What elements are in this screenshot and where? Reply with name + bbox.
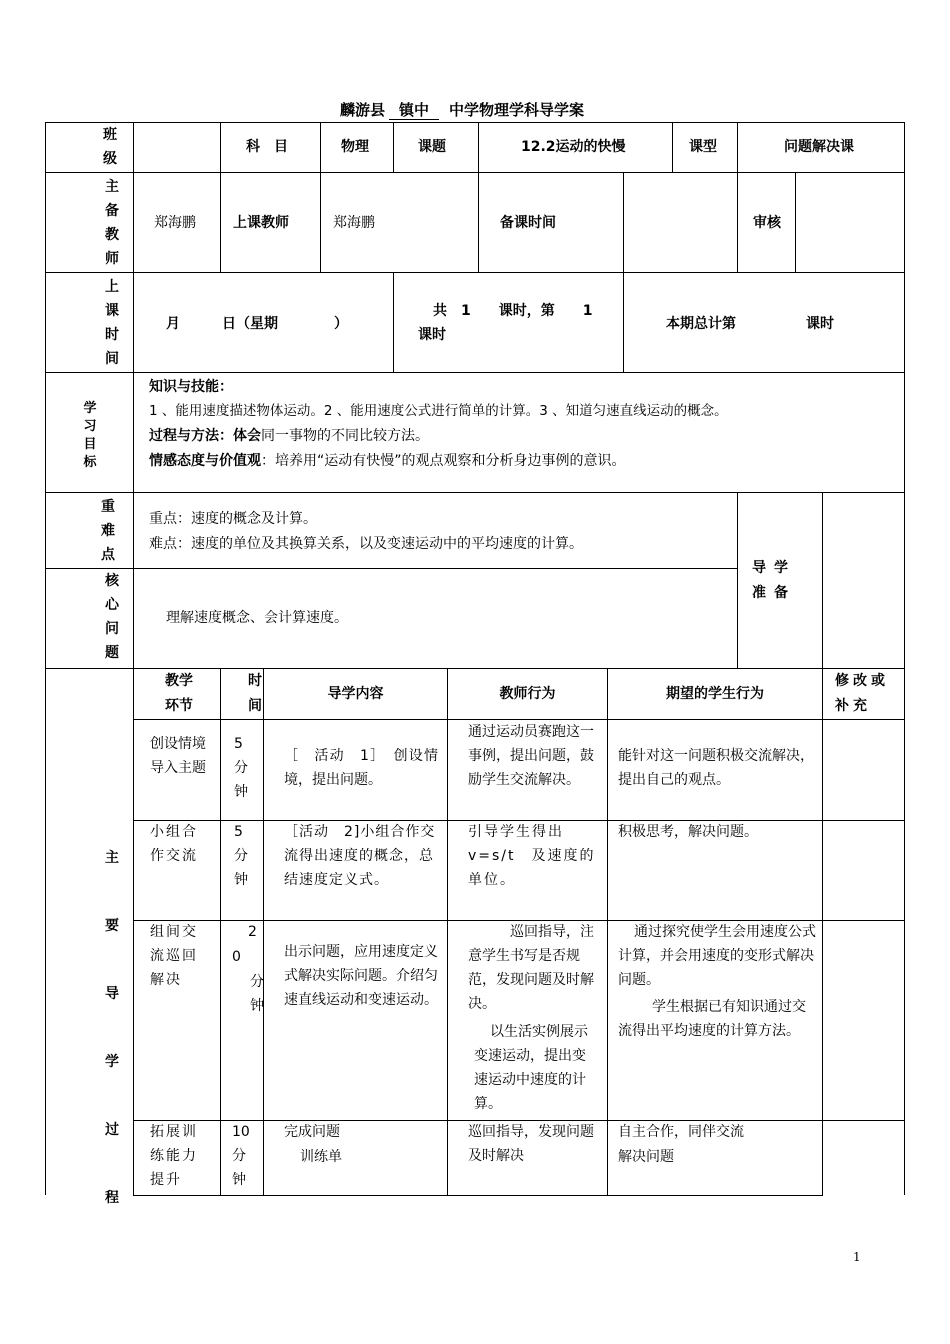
process-row-3-student-2: 学生根据已有知识通过交流得出平均速度的计算方法。 bbox=[618, 999, 806, 1039]
core-text: 理解速度概念、会计算速度。 bbox=[166, 610, 348, 626]
col-stage-header: 教学环节 bbox=[165, 673, 193, 714]
keypoints-label: 重难点 bbox=[101, 499, 115, 563]
goals-label: 学习目标 bbox=[83, 401, 97, 470]
process-row-3-teacher-2: 以生活实例展示变速运动，提出变速运动中速度的计算。 bbox=[474, 1024, 588, 1112]
title-town: 镇中 bbox=[389, 101, 439, 120]
type-label: 课型 bbox=[689, 139, 717, 155]
process-row-4-content-2: 训练单 bbox=[300, 1149, 342, 1165]
process-row-4-student-2: 解决问题 bbox=[618, 1149, 674, 1165]
title-county: 麟游县 bbox=[340, 101, 386, 119]
goals-knowledge-label: 知识与技能： bbox=[149, 379, 233, 395]
page-title bbox=[340, 98, 584, 122]
process-row-3-teacher-1: 巡回指导，注意学生书写是否规范，发现问题及时解决。 bbox=[468, 924, 594, 1012]
core-label: 核心问题 bbox=[105, 573, 119, 661]
col-time-header: 时间 bbox=[248, 673, 262, 714]
schedule-date: 月 日（星期 ） bbox=[166, 316, 348, 332]
schedule-label: 上课时间 bbox=[105, 279, 119, 367]
goals-emotion: 情感态度与价值观：培养用“运动有快慢”的观点观察和分析身边事例的意识。 bbox=[149, 453, 626, 469]
page-number: 1 bbox=[853, 1250, 861, 1264]
title-rest: 中学物理学科导学案 bbox=[449, 101, 585, 119]
review-label: 审核 bbox=[753, 215, 781, 231]
goals-knowledge-text: 1 、能用速度描述物体运动。2 、能用速度公式进行简单的计算。3 、知道匀速直线运动的概念。 bbox=[149, 403, 728, 419]
goals-process: 过程与方法：体会同一事物的不同比较方法。 bbox=[149, 428, 429, 444]
process-row-4-stage: 拓展训练能力提升 bbox=[150, 1124, 198, 1188]
lead-teacher-label: 主备教师 bbox=[105, 179, 119, 267]
teacher-value: 郑海鹏 bbox=[333, 215, 375, 231]
keypoints-focus: 重点：速度的概念及计算。 bbox=[149, 511, 317, 527]
process-row-1-student: 能针对这一问题积极交流解决，提出自己的观点。 bbox=[618, 748, 814, 788]
topic-value: 12.2运动的快慢 bbox=[521, 139, 626, 155]
col-teacher-header: 教师行为 bbox=[499, 686, 556, 702]
type-value: 问题解决课 bbox=[784, 139, 854, 155]
process-row-3-content: 出示问题，应用速度定义式解决实际问题。介绍匀速直线运动和变速运动。 bbox=[284, 944, 438, 1008]
prep-materials-label: 导学准备 bbox=[752, 560, 796, 601]
schedule-total: 本期总计第 课时 bbox=[666, 316, 834, 332]
process-row-1-time: 5分钟 bbox=[234, 736, 248, 800]
process-row-1-stage: 创设情境导入主题 bbox=[150, 736, 206, 776]
col-student-header: 期望的学生行为 bbox=[666, 686, 764, 702]
schedule-periods: 共 1 课时，第 1 bbox=[433, 303, 593, 319]
process-row-4-teacher: 巡回指导，发现问题及时解决 bbox=[468, 1124, 594, 1164]
process-row-1-content: ［ 活动 1］ 创设情境，提出问题。 bbox=[284, 748, 438, 788]
process-row-3-student-1: 通过探究使学生会用速度公式计算，并会用速度的变形式解决问题。 bbox=[618, 924, 816, 988]
process-row-4-student-1: 自主合作，同伴交流 bbox=[618, 1124, 744, 1140]
process-label: 主要导学过程 bbox=[105, 850, 119, 1206]
keypoints-difficulty: 难点：速度的单位及其换算关系，以及变速运动中的平均速度的计算。 bbox=[149, 536, 583, 552]
subject-value: 物理 bbox=[341, 139, 369, 155]
process-row-2-time: 5分钟 bbox=[234, 824, 248, 888]
process-row-1-teacher: 通过运动员赛跑这一事例，提出问题，鼓励学生交流解决。 bbox=[468, 724, 594, 788]
process-row-2-content: ［活动 2]小组合作交流得出速度的概念，总结速度定义式。 bbox=[284, 824, 436, 888]
process-row-2-student: 积极思考，解决问题。 bbox=[618, 824, 758, 840]
teacher-label: 上课教师 bbox=[233, 215, 289, 231]
col-content-header: 导学内容 bbox=[327, 686, 384, 702]
process-row-4-time: 10分钟 bbox=[232, 1124, 250, 1188]
process-row-2-stage: 小组合作交流 bbox=[150, 824, 198, 864]
process-row-3-time-b: 0 bbox=[232, 949, 241, 965]
subject-label: 科 目 bbox=[246, 139, 288, 155]
class-label: 班级 bbox=[103, 127, 117, 167]
process-row-2-teacher: 引导学生得出v=s/t 及速度的单位。 bbox=[468, 824, 596, 888]
process-row-3-stage: 组间交流巡回解决 bbox=[150, 924, 198, 988]
process-row-3-time-a: 2 bbox=[248, 924, 257, 940]
schedule-periods-cont: 课时 bbox=[418, 327, 446, 343]
topic-label: 课题 bbox=[418, 139, 446, 155]
prep-time-label: 备课时间 bbox=[500, 215, 556, 231]
lead-teacher-value: 郑海鹏 bbox=[154, 215, 196, 231]
col-notes-header: 修改或补充 bbox=[835, 673, 889, 714]
process-row-4-content-1: 完成问题 bbox=[284, 1124, 340, 1140]
process-row-3-time-c: 分钟 bbox=[250, 974, 264, 1014]
